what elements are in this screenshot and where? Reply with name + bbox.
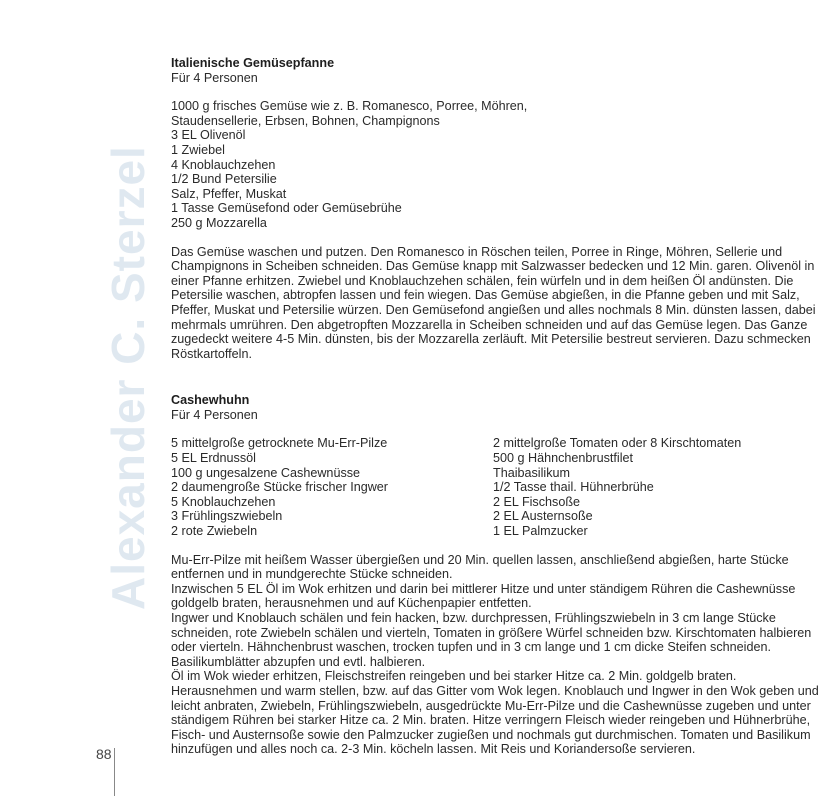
- ingredient-columns: [171, 436, 821, 538]
- ingredient-item: 1/2 Bund Petersilie: [171, 172, 277, 187]
- ingredient-item: 1 Tasse Gemüsefond oder Gemüsebrühe: [171, 201, 402, 216]
- page-number-divider: [114, 748, 115, 796]
- recipe-servings: Für 4 Personen: [171, 70, 258, 85]
- page-number: 88: [96, 746, 112, 762]
- ingredient-list: [171, 99, 821, 230]
- recipe-servings: Für 4 Personen: [171, 407, 258, 422]
- author-name-vertical: Alexander C. Sterzel: [102, 145, 154, 610]
- ingredient-item: 2 EL Fischsoße: [493, 494, 581, 509]
- recipe-title: Cashewhuhn: [171, 393, 250, 408]
- ingredient-item: 5 Knoblauchzehen: [171, 494, 276, 509]
- ingredient-item: 5 EL Erdnussöl: [171, 451, 256, 466]
- ingredient-item: 2 mittelgroße Tomaten oder 8 Kirschtomaten: [493, 436, 742, 451]
- ingredient-item: 100 g ungesalzene Cashewnüsse: [171, 465, 361, 480]
- instruction-paragraph: Ingwer und Knoblauch schälen und fein hacken, bzw. durchpressen, Frühlingszwiebeln in 3 cm lange Stücke schneiden, rote Zwiebeln schälen und vierteln, Tomaten in größere Würfel schneiden bzw. Kirschtomaten halbieren oder vierteln. Hähnchenbrust waschen, trocken tupfen und in 3 cm lange und 1 cm dicke Steifen schneiden. Basilikumblätter abzupfen und evtl. halbieren.: [171, 611, 812, 669]
- instructions: [171, 245, 821, 362]
- ingredient-item: 2 rote Zwiebeln: [171, 524, 258, 539]
- ingredient-item: 2 EL Austernsoße: [493, 509, 593, 524]
- ingredient-item: Salz, Pfeffer, Muskat: [171, 186, 287, 201]
- ingredient-item: 1 Zwiebel: [171, 142, 225, 157]
- instruction-paragraph: Inzwischen 5 EL Öl im Wok erhitzen und darin bei mittlerer Hitze und unter ständigem Rühren die Cashewnüsse goldgelb braten, herausnehmen und auf Küchenpapier entfetten.: [171, 581, 796, 611]
- ingredient-item: 1 EL Palmzucker: [493, 524, 588, 539]
- ingredient-item: 3 EL Olivenöl: [171, 128, 246, 143]
- recipe-cashewhuhn: [171, 393, 821, 757]
- instruction-paragraph: Mu-Err-Pilze mit heißem Wasser übergießen und 20 Min. quellen lassen, anschließend abgießen, harte Stücke entfernen und in mundgerechte Stücke schneiden.: [171, 552, 789, 582]
- ingredient-item: 500 g Hähnchenbrustfilet: [493, 451, 634, 466]
- ingredient-item: 250 g Mozzarella: [171, 215, 267, 230]
- instructions: [171, 553, 821, 757]
- ingredient-item: 3 Frühlingszwiebeln: [171, 509, 283, 524]
- ingredient-item: Staudensellerie, Erbsen, Bohnen, Champignons: [171, 113, 440, 128]
- ingredient-item: 4 Knoblauchzehen: [171, 157, 276, 172]
- ingredient-item: 1000 g frisches Gemüse wie z. B. Romanesco, Porree, Möhren,: [171, 99, 528, 114]
- page-content: [171, 56, 821, 757]
- instruction-paragraph: Öl im Wok wieder erhitzen, Fleischstreifen reingeben und bei starker Hitze ca. 2 Min. goldgelb braten. Herausnehmen und warm stellen, bzw. auf das Gitter vom Wok legen. Knoblauch und Ingwer in den Wok geben und leicht anbraten, Zwiebeln, Frühlingszwiebeln, ausgedrückte Mu-Err-Pilze und die Cashewnüsse zugeben und unter ständigem Rühren bei starker Hitze ca. 2 Min. braten. Hitze verringern Fleisch wieder reingeben und Hühnerbrühe, Fisch- und Austernsoße sowie den Palmzucker zugießen und nochmals gut durchmischen. Tomaten und Basilikum hinzufügen und alles noch ca. 2-3 Min. köcheln lassen. Mit Reis und Koriandersoße servieren.: [171, 669, 819, 757]
- ingredient-list-left: [171, 436, 493, 538]
- ingredient-list-right: [493, 436, 815, 538]
- recipe-title: Italienische Gemüsepfanne: [171, 56, 335, 70]
- ingredient-item: 1/2 Tasse thail. Hühnerbrühe: [493, 480, 654, 495]
- instruction-paragraph: Das Gemüse waschen und putzen. Den Romanesco in Röschen teilen, Porree in Ringe, Möhren, Sellerie und Champignons in Scheiben schneiden. Das Gemüse knapp mit Salzwasser bedecken und 12 Min. garen. Olivenöl in einer Pfanne erhitzen. Zwiebel und Knoblauchzehen schälen, fein würfeln und in dem heißen Öl andünsten. Die Petersilie waschen, abtropfen lassen und fein wiegen. Das Gemüse abgießen, in die Pfanne geben und mit Salz, Pfeffer, Muskat und Petersilie würzen. Den Gemüsefond angießen und alles nochmals 8 Min. dünsten lassen, dabei mehrmals umrühren. Den abgetropften Mozzarella in Scheiben schneiden und auf das Gemüse legen. Das Ganze zugedeckt weitere 4-5 Min. dünsten, bis der Mozzarella zerläuft. Mit Petersilie bestreut servieren. Dazu schmecken Röstkartoffeln.: [171, 244, 816, 361]
- ingredient-item: 2 daumengroße Stücke frischer Ingwer: [171, 480, 388, 495]
- ingredient-item: 5 mittelgroße getrocknete Mu-Err-Pilze: [171, 436, 388, 451]
- recipe-italienische-gemuesepfanne: [171, 56, 821, 361]
- ingredient-item: Thaibasilikum: [493, 465, 570, 480]
